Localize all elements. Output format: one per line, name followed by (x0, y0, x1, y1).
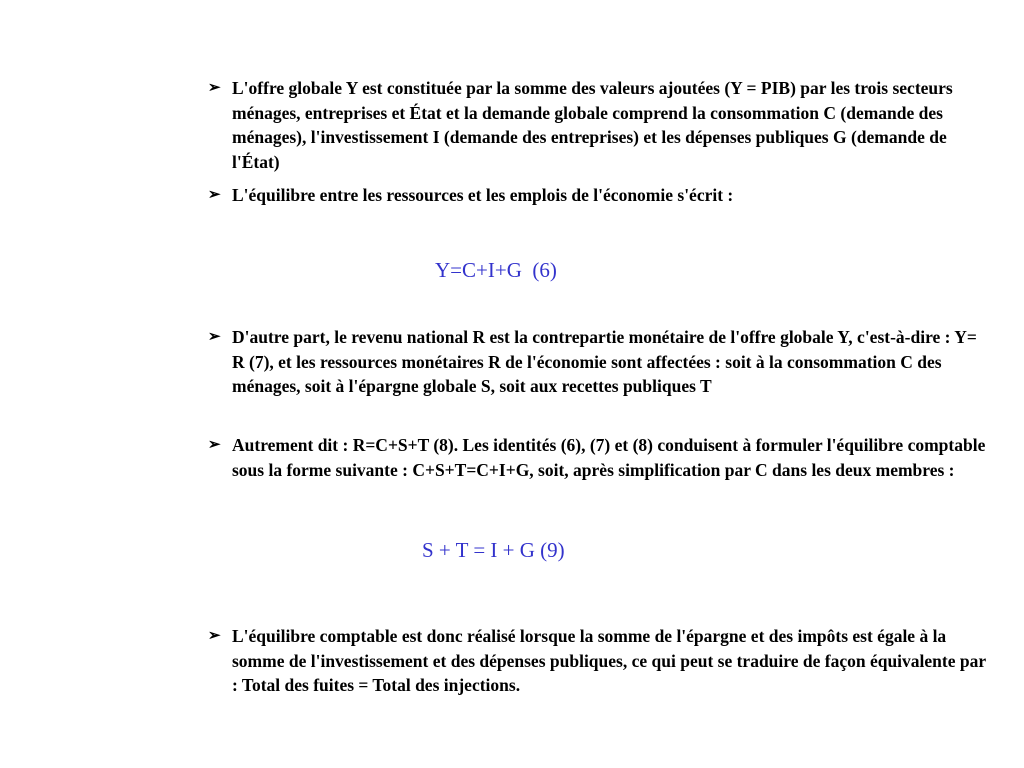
bullet-text: L'offre globale Y est constituée par la somme des valeurs ajoutées (Y = PIB) par les trois secteurs ménages, entreprises et État et la demande globale comprend la consommation C (demande des ménages), l'investissement I (demande des entreprises) et les dépenses publiques G (demande de l'État) (232, 78, 953, 172)
arrow-bullet-icon: ➢ (208, 80, 221, 96)
bullet-text: D'autre part, le revenu national R est la contrepartie monétaire de l'offre globale Y, c'est-à-dire : Y= R (7), et les ressources monétaires R de l'économie sont affectées : soit à la consommation C des ménages, soit à l'épargne globale S, soit aux recettes publiques T (232, 327, 977, 396)
bullet-text: Autrement dit : R=C+S+T (8). Les identités (6), (7) et (8) conduisent à formuler l'équilibre comptable sous la forme suivante : C+S+T=C+I+G, soit, après simplification par C dans les deux membres : (232, 435, 986, 480)
arrow-bullet-icon: ➢ (208, 628, 221, 644)
bullet-item (208, 433, 988, 482)
arrow-bullet-icon: ➢ (208, 187, 221, 203)
arrow-bullet-icon: ➢ (208, 437, 221, 453)
equation-9: S + T = I + G (9) (422, 538, 565, 562)
arrow-bullet-icon: ➢ (208, 329, 221, 345)
bullet-text: L'équilibre entre les ressources et les emplois de l'économie s'écrit : (232, 185, 734, 205)
bullet-item (208, 624, 988, 698)
bullet-item (208, 183, 988, 208)
bullet-item (208, 325, 988, 399)
bullet-item (208, 76, 988, 174)
bullet-text: L'équilibre comptable est donc réalisé lorsque la somme de l'épargne et des impôts est égale à la somme de l'investissement et des dépenses publiques, ce qui peut se traduire de façon équivalente par : Total des fuites = Total des injections. (232, 626, 986, 695)
equation-6: Y=C+I+G (6) (435, 258, 557, 282)
